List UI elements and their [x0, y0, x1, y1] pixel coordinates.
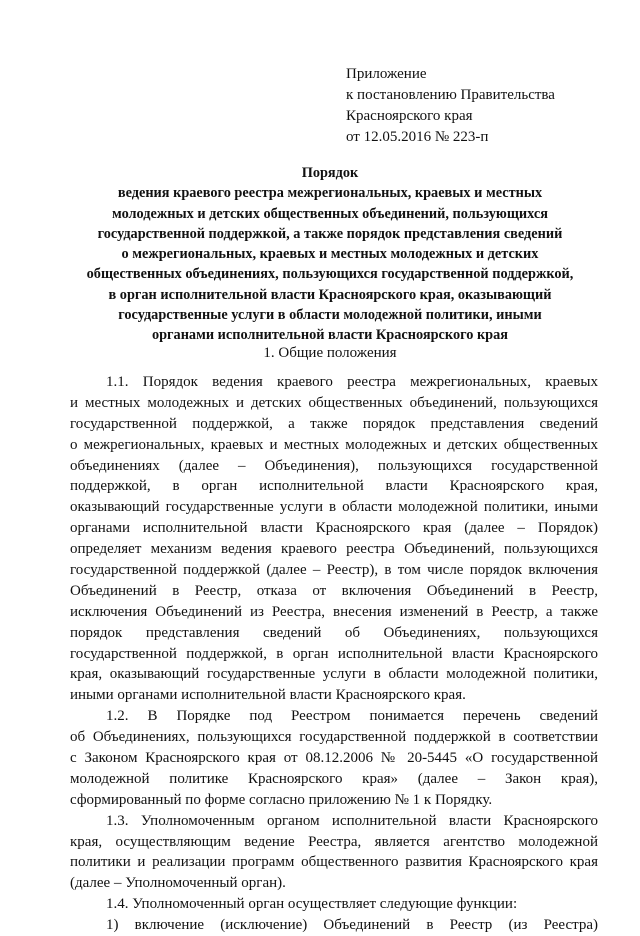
- paragraph-line: края, оказывающий государственные услуги в области молодежной политики,: [70, 666, 598, 683]
- title-line: ведения краевого реестра межрегиональных, краевых и местных: [117, 185, 543, 202]
- paragraph-line: иными органами исполнительной власти Красноярского края.: [70, 687, 466, 704]
- paragraph-line: (далее – Уполномоченный орган).: [70, 875, 286, 892]
- title-line: общественных объединениях, пользующихся государственной поддержкой,: [86, 266, 574, 283]
- paragraph-line: о межрегиональных, краевых и местных молодежных и детских общественных: [70, 436, 598, 453]
- paragraph-line: сформированный по форме согласно приложению № 1 к Порядку.: [70, 791, 493, 808]
- paragraph-line: 1.2. В Порядке под Реестром понимается перечень сведений: [106, 708, 598, 725]
- title-line: государственной поддержкой, а также порядок представления сведений: [97, 225, 563, 242]
- paragraph-line: 1.4. Уполномоченный орган осуществляет следующие функции:: [106, 896, 518, 913]
- paragraph-line: государственной поддержкой (далее – Реестр), в том числе порядок включения: [70, 562, 598, 579]
- paragraph-line: государственной поддержкой, в орган исполнительной власти Красноярского: [70, 645, 598, 662]
- paragraph-line: и местных молодежных и детских общественных объединений, пользующихся: [70, 394, 598, 411]
- body-text: [70, 372, 598, 936]
- paragraph-line: поддержкой, в орган исполнительной власти Красноярского края,: [70, 478, 598, 495]
- paragraph-line: 1) включение (исключение) Объединений в Реестр (из Реестра): [106, 917, 598, 934]
- paragraph-line: об Объединениях, пользующихся государственной поддержкой в соответствии: [70, 729, 598, 746]
- appendix-date-number: от 12.05.2016 № 223-п: [346, 129, 489, 145]
- title-heading: Порядок: [301, 165, 359, 181]
- document-title: [60, 163, 600, 346]
- title-line: государственные услуги в области молодежной политики, иными: [118, 307, 542, 324]
- paragraph-line: государственной поддержкой, а также порядок представления сведений: [70, 415, 598, 432]
- paragraph-line: определяет механизм ведения краевого реестра Объединений, пользующихся: [70, 541, 598, 558]
- paragraph-line: органами исполнительной власти Красноярского края (далее – Порядок): [70, 520, 598, 537]
- paragraph-line: порядок представления сведений об Объединениях, пользующихся: [70, 624, 598, 641]
- paragraph-line: оказывающий государственные услуги в области молодежной политики, иными: [70, 499, 598, 516]
- paragraph-line: 1.3. Уполномоченным органом исполнительной власти Красноярского: [106, 812, 598, 829]
- title-line: молодежных и детских общественных объединений, пользующихся: [112, 205, 548, 222]
- appendix-line: Приложение: [346, 66, 427, 82]
- title-line: органами исполнительной власти Красноярского края: [151, 327, 509, 344]
- paragraph-line: края, осуществляющим ведение Реестра, является агентство молодежной: [70, 833, 598, 850]
- paragraph-line: 1.1. Порядок ведения краевого реестра межрегиональных, краевых: [106, 374, 598, 390]
- title-line: о межрегиональных, краевых и местных молодежных и детских: [121, 246, 539, 263]
- paragraph-line: политики и реализации программ общественного развития Красноярского края: [70, 854, 598, 871]
- section-heading: 1. Общие положения: [263, 345, 397, 361]
- paragraph-line: Объединений в Реестр, отказа от включения Объединений в Реестр,: [70, 582, 598, 599]
- appendix-line: к постановлению Правительства: [346, 87, 555, 103]
- appendix-block: [346, 64, 555, 148]
- title-line: в орган исполнительной власти Красноярского края, оказывающий: [108, 286, 552, 303]
- paragraph-line: объединениях (далее – Объединения), пользующихся государственной: [70, 457, 598, 474]
- paragraph-line: молодежной политике Красноярского края» (далее – Закон края),: [70, 770, 598, 787]
- appendix-line: Красноярского края: [346, 108, 473, 124]
- paragraph-line: с Законом Красноярского края от 08.12.2006 № 20-5445 «О государственной: [70, 750, 598, 767]
- paragraph-line: исключения Объединений из Реестра, внесения изменений в Реестр, а также: [70, 603, 598, 620]
